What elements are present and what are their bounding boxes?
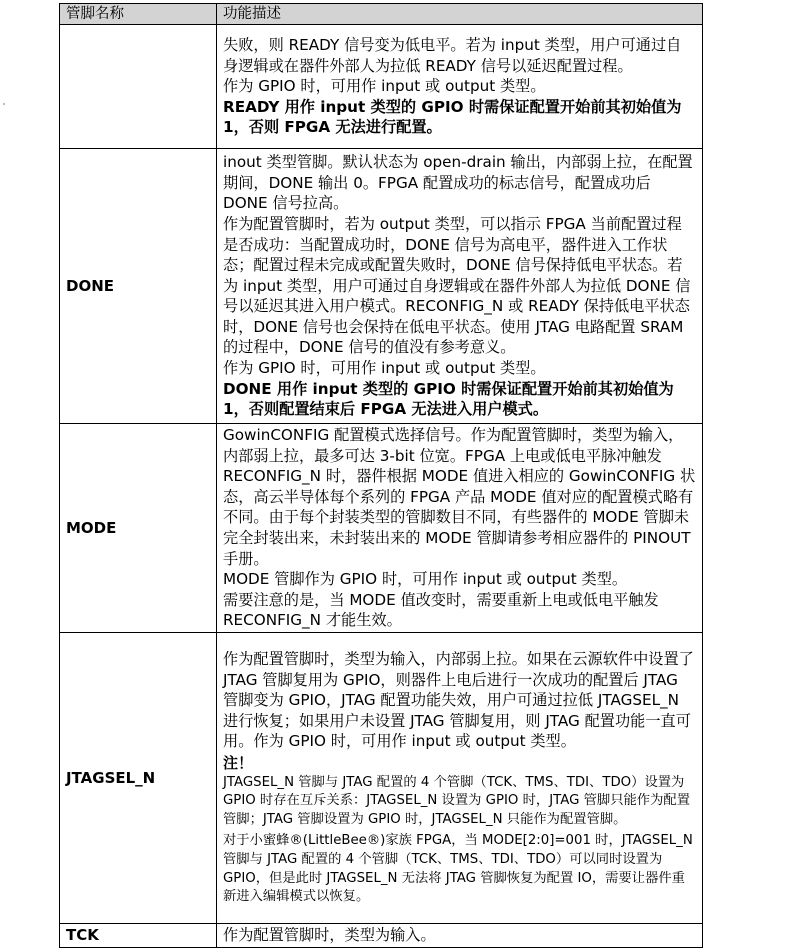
pin-name-cell: MODE: [60, 424, 217, 633]
pin-name-cell: [60, 25, 217, 149]
warning-paragraph: DONE 用作 input 类型的 GPIO 时需保证配置开始前其初始值为 1，否则配置结束后 FPGA 无法进入用户模式。: [223, 379, 674, 419]
margin-mark: [3, 103, 5, 105]
table-row: [60, 424, 703, 633]
description-paragraph: 失败，则 READY 信号变为低电平。若为 input 类型，用户可通过自身逻辑或在器件外部人为拉低 READY 信号以延迟配置过程。: [223, 36, 682, 75]
description-cell: [217, 25, 703, 149]
description-paragraph: GowinCONFIG 配置模式选择信号。作为配置管脚时，类型为输入，内部弱上拉，最多可达 3-bit 位宽。FPGA 上电或低电平脉冲触发 RECONFIG_N 时，器件根据 MODE 值进入相应的 GowinCONFIG 状态，高云半导体每个系列的 FPGA 产品 MODE 值对应的配置模式略有不同。由于每个封装类型的管脚数目不同，有些器件的 MODE 管脚未完全封装出来，未封装出来的 MODE 管脚请参考相应器件的 PINOUT 手册。: [223, 426, 696, 568]
description-paragraph: 作为 GPIO 时，可用作 input 或 output 类型。: [223, 77, 546, 96]
header-pin-name: 管脚名称: [60, 4, 217, 25]
note-label: 注！: [223, 754, 254, 773]
warning-paragraph: READY 用作 input 类型的 GPIO 时需保证配置开始前其初始值为 1，否则 FPGA 无法进行配置。: [223, 97, 682, 137]
description-paragraph: MODE 管脚作为 GPIO 时，可用作 input 或 output 类型。: [223, 570, 628, 589]
note-paragraph: JTAGSEL_N 管脚与 JTAG 配置的 4 个管脚（TCK、TMS、TDI、TDO）设置为 GPIO 时存在互斥关系：JTAGSEL_N 设置为 GPIO 时，JTAG 管脚只能作为配置管脚；JTAG 管脚设置为 GPIO 时，JTAGSEL_N 只能作为配置管脚。: [223, 774, 690, 827]
description-paragraph: 作为 GPIO 时，可用作 input 或 output 类型。: [223, 359, 546, 378]
table-header-row: [60, 4, 703, 25]
pin-name-cell: DONE: [60, 149, 217, 424]
description-cell: [217, 424, 703, 633]
note-paragraph: 对于小蜜蜂®(LittleBee®)家族 FPGA，当 MODE[2:0]=001 时，JTAGSEL_N 管脚与 JTAG 配置的 4 个管脚（TCK、TMS、TDI、TDO）可以同时设置为 GPIO，但是此时 JTAGSEL_N 无法将 JTAG 管脚恢复为配置 IO，需要让器件重新进入编辑模式以恢复。: [223, 833, 693, 905]
description-cell: [217, 149, 703, 424]
description-paragraph: 作为配置管脚时，若为 output 类型，可以指示 FPGA 当前配置过程是否成功：当配置成功时，DONE 信号为高电平，器件进入工作状态；配置过程未完成或配置失败时，DONE 信号保持低电平状态。若为 input 类型，用户可通过自身逻辑或在器件外部人为拉低 DONE 信号以延迟其进入用户模式。RECONFIG_N 或 READY 保持低电平状态时，DONE 信号也会保持在低电平状态。使用 JTAG 电路配置 SRAM 的过程中，DONE 信号的值没有参考意义。: [223, 214, 691, 357]
description-cell: [217, 923, 703, 947]
table-row: [60, 632, 703, 923]
pin-name-cell: JTAGSEL_N: [60, 632, 217, 923]
pin-name-cell: TCK: [60, 923, 217, 947]
table-row: [60, 149, 703, 424]
table-row: [60, 25, 703, 149]
header-function-description: 功能描述: [217, 4, 703, 25]
pin-function-table: [59, 3, 703, 948]
description-paragraph: 作为配置管脚时，类型为输入。: [223, 925, 436, 944]
description-paragraph: inout 类型管脚。默认状态为 open-drain 输出，内部弱上拉，在配置期间，DONE 输出 0。FPGA 配置成功的标志信号，配置成功后 DONE 信号拉高。: [223, 153, 693, 213]
table-row: [60, 923, 703, 947]
description-paragraph: 作为配置管脚时，类型为输入，内部弱上拉。如果在云源软件中设置了 JTAG 管脚复用为 GPIO，则器件上电后进行一次成功的配置后 JTAG 管脚变为 GPIO，JTAG 配置功能失效，用户可通过拉低 JTAGSEL_N 进行恢复；如果用户未设置 JTAG 管脚复用，则 JTAG 配置功能一直可用。作为 GPIO 时，可用作 input 或 output 类型。: [223, 650, 694, 751]
description-paragraph: 需要注意的是，当 MODE 值改变时，需要重新上电或低电平触发 RECONFIG_N 才能生效。: [223, 590, 659, 630]
description-cell: [217, 632, 703, 923]
